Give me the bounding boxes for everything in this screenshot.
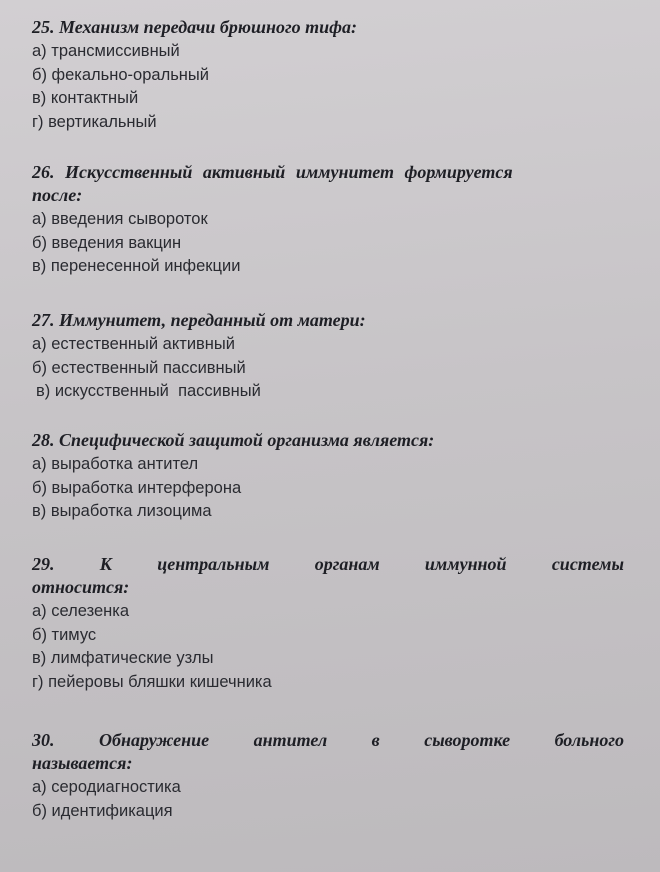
question-title-line: после: <box>32 185 83 205</box>
question-title-word: 30. <box>32 730 55 750</box>
question-title-line <box>32 729 624 752</box>
question-title-word: антител <box>253 730 328 750</box>
answer-option: б) выработка интерферона <box>32 478 242 497</box>
answer-option: а) выработка антител <box>32 455 199 473</box>
answer-option: г) пейеровы бляшки кишечника <box>32 672 272 691</box>
question-title-word: центральным <box>157 554 270 574</box>
answer-option: а) селезенка <box>32 602 130 620</box>
question-title-word: системы <box>551 554 624 574</box>
question-title-line: относится: <box>32 577 130 597</box>
answer-option: б) идентификация <box>32 801 173 820</box>
question-title <box>32 729 624 775</box>
question-title-word: иммунной <box>424 554 507 574</box>
answer-option: б) тимус <box>32 625 97 644</box>
answer-option: б) фекально-оральный <box>32 65 209 84</box>
answer-option: в) искусственный пассивный <box>36 382 261 400</box>
answer-option: а) введения сывороток <box>32 210 208 228</box>
question-title-word: 29. <box>32 554 55 574</box>
question-title-word: больного <box>554 730 624 750</box>
question-title <box>32 161 624 207</box>
question-title: 25. Механизм передачи брюшного тифа: <box>32 17 358 37</box>
question-title-line <box>32 553 624 576</box>
question-30 <box>32 729 624 823</box>
answer-option: г) вертикальный <box>32 112 157 131</box>
question-title-line <box>32 161 624 184</box>
answer-option: б) естественный пассивный <box>32 358 246 377</box>
answer-option: а) естественный активный <box>32 335 235 353</box>
answer-option: б) введения вакцин <box>32 233 182 252</box>
question-title-line: называется: <box>32 753 133 773</box>
answer-option: в) контактный <box>32 89 139 107</box>
question-title-word: К <box>99 554 112 574</box>
answer-option: в) выработка лизоцима <box>32 502 212 520</box>
question-29 <box>32 553 624 694</box>
question-title: 27. Иммунитет, переданный от матери: <box>32 310 366 330</box>
question-title-text: 26. Искусственный активный иммунитет формируется <box>32 162 513 182</box>
question-26 <box>32 161 624 279</box>
question-title-word: сыворотке <box>424 730 511 750</box>
question-title-word: Обнаружение <box>98 730 210 750</box>
question-title-word: органам <box>314 554 380 574</box>
question-title: 28. Специфической защитой организма является: <box>32 430 435 450</box>
question-25 <box>32 16 624 134</box>
question-27 <box>32 309 624 404</box>
answer-option: в) лимфатические узлы <box>32 649 214 667</box>
answer-option: в) перенесенной инфекции <box>32 257 241 275</box>
answer-option: а) трансмиссивный <box>32 42 180 60</box>
question-28 <box>32 429 624 524</box>
answer-option: а) серодиагностика <box>32 778 181 796</box>
question-title <box>32 553 624 599</box>
question-title-word: в <box>371 730 380 750</box>
